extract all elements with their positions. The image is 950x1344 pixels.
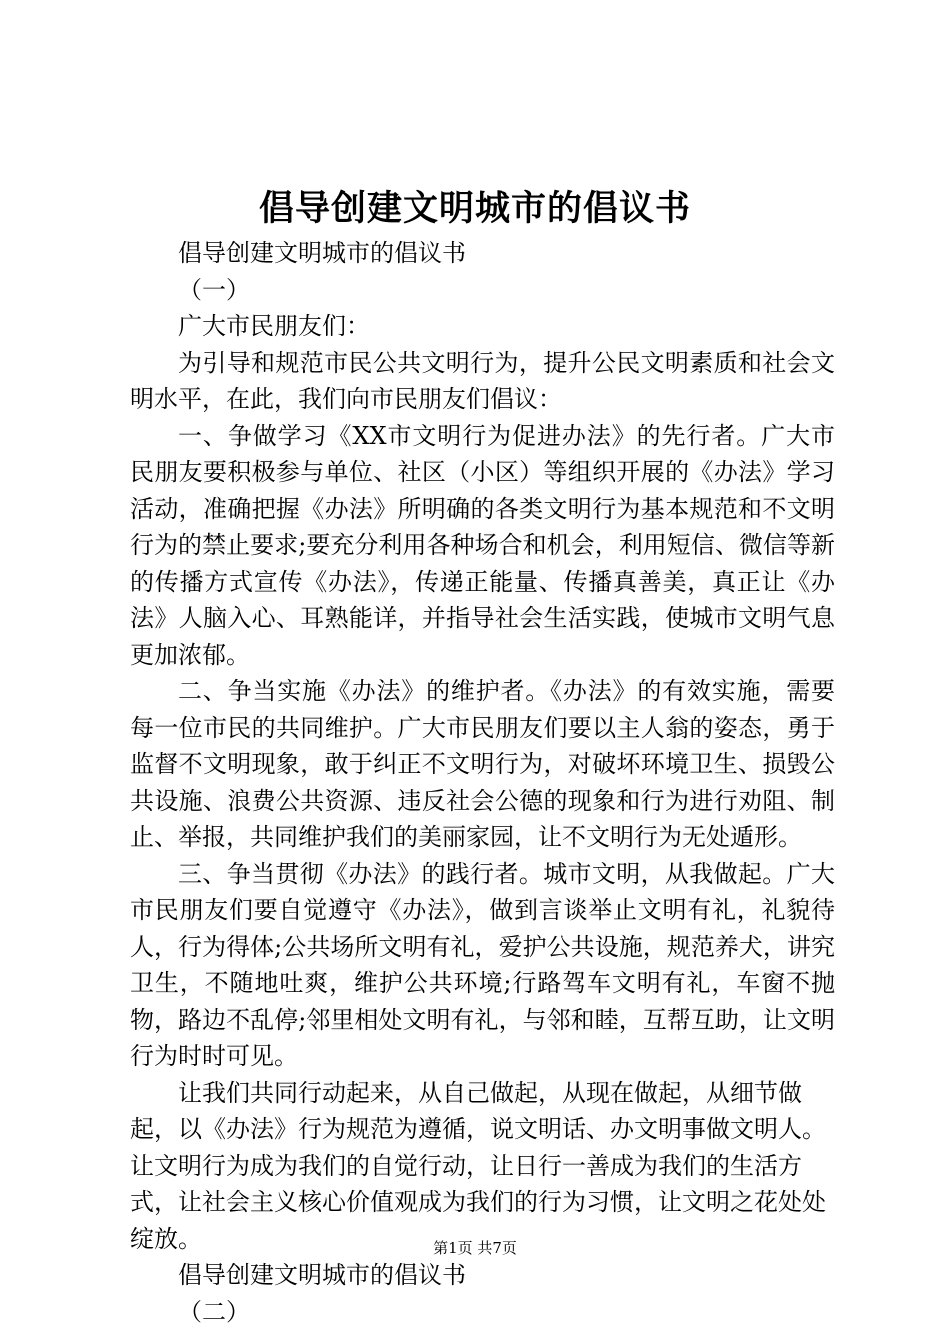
section-number: （二） [178, 1297, 250, 1326]
page-number-footer: 第1页 共7页 [433, 1239, 517, 1257]
body-paragraph: 三、争当贯彻《办法》的践行者。城市文明，从我做起。广大市民朋友们要自觉遵守《办法》，做到言谈举止文明有礼，礼貌待人，行为得体;公共场所文明有礼，爱护公共设施，规范养犬，讲究卫生，不随地吐爽，维护公共环境;行路驾车文明有礼，车窗不抛物，路边不乱停;邻里相处文明有礼，与邻和睦，互帮互助，让文明行为时时可见。 [130, 859, 835, 1070]
section-number: （一） [178, 275, 250, 304]
document-title: 倡导创建文明城市的倡议书 [258, 188, 691, 229]
subtitle-paragraph: 倡导创建文明城市的倡议书 [178, 1261, 466, 1289]
salutation: 广大市民朋友们： [178, 312, 370, 340]
subtitle-paragraph: 倡导创建文明城市的倡议书 [178, 239, 466, 267]
body-paragraph: 为引导和规范市民公共文明行为，提升公民文明素质和社会文明水平，在此，我们向市民朋友们倡议： [130, 348, 835, 413]
body-paragraph: 一、争做学习《XX市文明行为促进办法》的先行者。广大市民朋友要积极参与单位、社区（小区）等组织开展的《办法》学习活动，准确把握《办法》所明确的各类文明行为基本规范和不文明行为的禁止要求;要充分利用各种场合和机会，利用短信、微信等新的传播方式宣传《办法》，传递正能量、传播真善美，真正让《办法》人脑入心、耳熟能详，并指导社会生活实践，使城市文明气息更加浓郁。 [130, 421, 835, 669]
document-body [130, 235, 835, 1330]
body-paragraph: 让我们共同行动起来，从自己做起，从现在做起，从细节做起，以《办法》行为规范为遵循，说文明话、办文明事做文明人。让文明行为成为我们的自觉行动，让日行一善成为我们的生活方式，让社会主义核心价值观成为我们的行为习惯，让文明之花处处绽放。 [130, 1078, 826, 1253]
body-paragraph: 二、争当实施《办法》的维护者。《办法》的有效实施，需要每一位市民的共同维护。广大市民朋友们要以主人翁的姿态，勇于监督不文明现象，敢于纠正不文明行为，对破坏环境卫生、损毁公共设施、浪费公共资源、违反社会公德的现象和行为进行劝阻、制止、举报，共同维护我们的美丽家园，让不文明行为无处遁形。 [130, 677, 835, 851]
